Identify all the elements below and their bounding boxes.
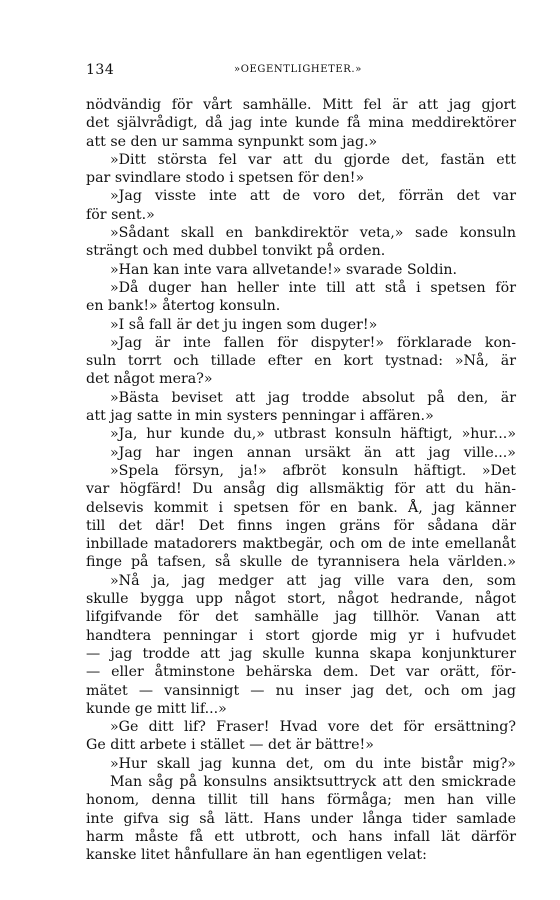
text-line: Man såg på konsulns ansiktsuttryck att den smickrade <box>110 773 516 790</box>
text-line: suln torrt och tillade efter en kort tystnad: »Nå, är <box>86 353 516 370</box>
text-line: »Sådant skall en bankdirektör veta,» sade konsuln <box>110 225 516 242</box>
text-line: harm måste få ett utbrott, och hans infall lät därför <box>86 828 516 845</box>
text-line: »Jag har ingen annan ursäkt än att jag ville...» <box>110 444 516 461</box>
text-line: »Hur skall jag kunna det, om du inte bistår mig?» <box>110 755 516 772</box>
text-line: — eller åtminstone behärska dem. Det var orätt, för- <box>86 664 516 681</box>
page-header <box>86 62 516 82</box>
text-line: till det där! Det finns ingen gräns för sådana där <box>86 517 516 534</box>
text-line: för sent.» <box>86 206 155 223</box>
text-line: »Bästa beviset att jag trodde absolut på den, är <box>110 389 516 406</box>
text-line: inte gifva sig så lätt. Hans under långa tider samlade <box>86 810 516 827</box>
text-line: »Han kan inte vara allvetande!» svarade Soldin. <box>110 261 458 278</box>
text-line: honom, denna tillit till hans förmåga; men han ville <box>86 792 516 809</box>
text-line: delsevis kommit i spetsen för en bank. Å, jag känner <box>86 499 516 516</box>
text-line: skulle bygga upp något stort, något hedrande, något <box>86 591 516 608</box>
text-line: — jag trodde att jag skulle kunna skapa konjunkturer <box>86 645 516 662</box>
text-line: »Ditt största fel var att du gjorde det, fastän ett <box>110 151 516 168</box>
text-line: kunde ge mitt lif...» <box>86 700 227 717</box>
text-line: »Jag är inte fallen för dispyter!» förklarade kon- <box>110 334 516 351</box>
text-line: var högfärd! Du ansåg dig allsmäktig för att du hän- <box>86 481 516 498</box>
text-line: mätet — vansinnigt — nu inser jag det, och om jag <box>86 682 516 699</box>
text-line: inbillade matadorers maktbegär, och om de inte emellanåt <box>86 536 516 553</box>
text-line: att se den ur samma synpunkt som jag.» <box>86 133 378 150</box>
text-line: »I så fall är det ju ingen som duger!» <box>110 316 378 333</box>
text-line: strängt och med dubbel tonvikt på orden. <box>86 243 386 260</box>
text-line: finge på tafsen, så skulle de tyrannisera hela världen.» <box>86 554 516 571</box>
text-line: en bank!» återtog konsuln. <box>86 298 281 315</box>
text-line: lifgifvande för det samhälle jag tillhör. Vanan att <box>86 609 516 626</box>
text-line: »Då duger han heller inte till att stå i spetsen för <box>110 279 516 296</box>
running-head: »OEGENTLIGHETER.» <box>234 64 362 75</box>
page-number: 134 <box>86 62 115 78</box>
text-line: »Ja, hur kunde du,» utbrast konsuln häftigt, »hur...» <box>110 426 516 443</box>
text-line: handtera penningar i stort gjorde mig yr i hufvudet <box>86 627 516 644</box>
text-line: Ge ditt arbete i stället — det är bättre!» <box>86 737 374 754</box>
text-line: »Spela försyn, ja!» afbröt konsuln häftigt. »Det <box>110 462 516 479</box>
text-line: nödvändig för vårt samhälle. Mitt fel är att jag gjort <box>86 97 516 113</box>
text-line: att jag satte in min systers penningar i affären.» <box>86 408 434 425</box>
text-line: det självrådigt, då jag inte kunde få mina meddirektörer <box>86 115 516 132</box>
text-line: det något mera?» <box>86 371 213 388</box>
text-line: par svindlare stodo i spetsen för den!» <box>86 170 365 187</box>
text-line: »Ge ditt lif? Fraser! Hvad vore det för ersättning? <box>110 719 516 736</box>
body-text <box>86 96 516 864</box>
text-line: »Nå ja, jag medger att jag ville vara den, som <box>110 572 516 589</box>
text-line: »Jag visste inte att de voro det, förrän det var <box>110 188 516 205</box>
text-line: kanske litet hånfullare än han egentligen velat: <box>86 847 427 864</box>
